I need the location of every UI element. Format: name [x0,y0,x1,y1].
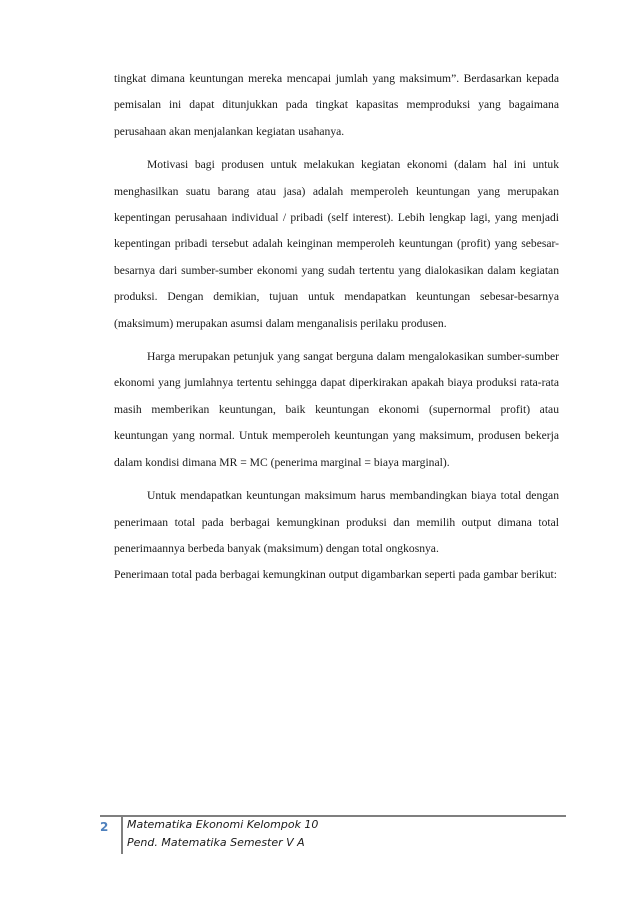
footer-line-course: Matematika Ekonomi Kelompok 10 [127,818,319,831]
footer-text [127,816,318,852]
paragraph-4: Untuk mendapatkan keuntungan maksimum harus membandingkan biaya total dengan penerimaan total pada berbagai kemungkinan produksi dan memilih output dimana total penerimaannya berbeda banyak (maksimum) dengan total ongkosnya. [114,489,559,555]
body-text [114,66,559,596]
paragraph-5: Penerimaan total pada berbagai kemungkinan output digambarkan seperti pada gambar berikut: [114,568,557,582]
footer-line-class: Pend. Matematika Semester V A [127,836,305,849]
paragraph-3: Harga merupakan petunjuk yang sangat berguna dalam mengalokasikan sumber-sumber ekonomi yang jumlahnya tertentu sehingga dapat diperkirakan apakah biaya produksi rata-rata masih memberikan keuntungan, baik keuntungan ekonomi (supernormal profit) atau keuntungan yang normal. Untuk memperoleh keuntungan yang maksimum, produsen bekerja dalam kondisi dimana MR = MC (penerima marginal = biaya marginal). [114,350,559,469]
paragraph-1: tingkat dimana keuntungan mereka mencapai jumlah yang maksimum”. Berdasarkan kepada pemisalan ini dapat ditunjukkan pada tingkat kapasitas memproduksi yang bagaimana perusahaan akan menjalankan kegiatan usahanya. [114,72,559,138]
paragraph-2: Motivasi bagi produsen untuk melakukan kegiatan ekonomi (dalam hal ini untuk menghasilkan suatu barang atau jasa) adalah memperoleh keuntungan yang merupakan kepentingan perusahaan individual / pribadi (self interest). Lebih lengkap lagi, yang menjadi kepentingan pribadi tersebut adalah keinginan memperoleh keuntungan (profit) yang sebesar-besarnya dari sumber-sumber ekonomi yang sudah tertentu yang dialokasikan dalam kegiatan produksi. Dengan demikian, tujuan untuk mendapatkan keuntungan sebesar-besarnya (maksimum) merupakan asumsi dalam menganalisis perilaku produsen. [114,158,559,330]
footer-divider [121,816,123,854]
page-number: 2 [100,820,109,834]
